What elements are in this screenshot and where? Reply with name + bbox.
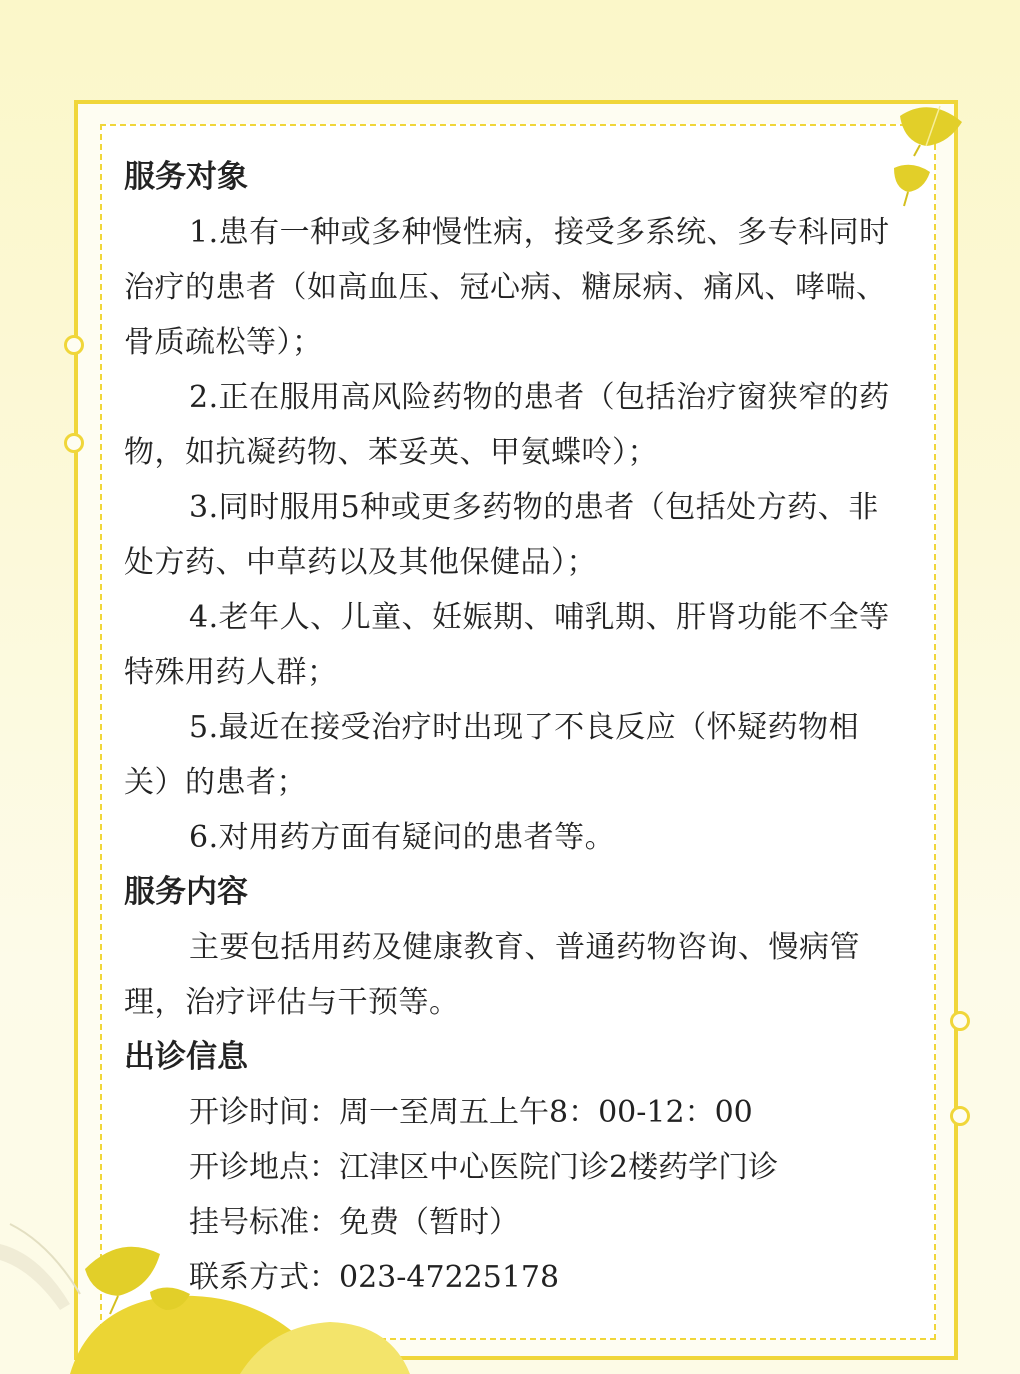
target-item-4: 4.老年人、儿童、妊娠期、哺乳期、肝肾功能不全等特殊用药人群； bbox=[124, 600, 890, 690]
target-item-5: 5.最近在接受治疗时出现了不良反应（怀疑药物相关）的患者； bbox=[124, 710, 860, 800]
side-ring-icon bbox=[64, 433, 84, 453]
target-item-2: 2.正在服用高风险药物的患者（包括治疗窗狭窄的药物，如抗凝药物、苯妥英、甲氨蝶呤）； bbox=[124, 380, 890, 470]
section-heading-content: 服务内容 bbox=[124, 874, 248, 910]
side-ring-icon bbox=[950, 1011, 970, 1031]
side-ring-icon bbox=[64, 335, 84, 355]
target-item-1: 1.患有一种或多种慢性病，接受多系统、多专科同时治疗的患者（如高血压、冠心病、糖尿病、痛风、哮喘、骨质疏松等）； bbox=[124, 215, 890, 360]
contact-phone: 联系方式：023-47225178 bbox=[189, 1260, 560, 1295]
target-item-6: 6.对用药方面有疑问的患者等。 bbox=[189, 820, 616, 855]
registration-fee: 挂号标准：免费（暂时） bbox=[189, 1205, 519, 1240]
side-ring-icon bbox=[950, 1106, 970, 1126]
target-item-3: 3.同时服用5种或更多药物的患者（包括处方药、非处方药、中草药以及其他保健品）； bbox=[124, 490, 879, 580]
section-heading-clinic: 出诊信息 bbox=[124, 1039, 248, 1075]
clinic-location: 开诊地点：江津区中心医院门诊2楼药学门诊 bbox=[189, 1150, 779, 1185]
clinic-hours: 开诊时间：周一至周五上午8：00-12：00 bbox=[189, 1095, 753, 1130]
section-heading-target: 服务对象 bbox=[124, 159, 248, 195]
content-area bbox=[124, 150, 904, 1305]
service-content-text: 主要包括用药及健康教育、普通药物咨询、慢病管理，治疗评估与干预等。 bbox=[124, 930, 860, 1020]
